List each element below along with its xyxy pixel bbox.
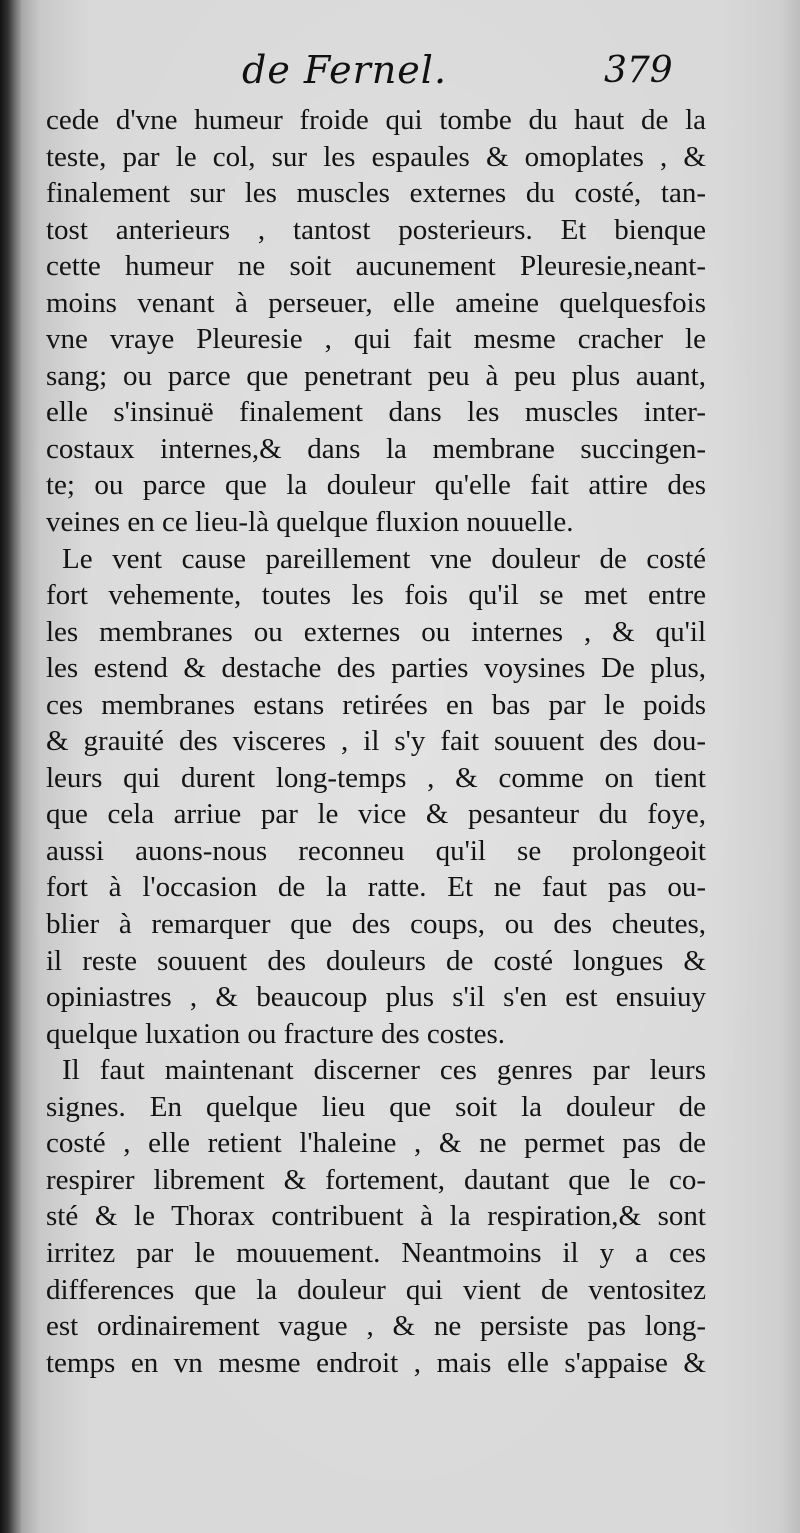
text-line: & grauité des visceres , il s'y fait souuent des dou- [46,725,706,758]
text-line: cette humeur ne soit aucunement Pleuresie,neant- [46,250,706,283]
text-line: que cela arriue par le vice & pesanteur du foye, [46,798,706,831]
text-line: aussi auons-nous reconneu qu'il se prolongeoit [46,834,706,867]
text-line: Le vent cause pareillement vne douleur de costé [62,542,706,575]
text-line: costaux internes,& dans la membrane succingen- [46,432,706,465]
text-line: leurs qui durent long-temps , & comme on tient [46,761,706,794]
text-line: sang; ou parce que penetrant peu à peu plus auant, [46,359,706,392]
text-line: moins venant à perseuer, elle ameine quelquesfois [46,286,706,319]
text-line: les membranes ou externes ou internes , & qu'il [46,615,706,648]
text-line: te; ou parce que la douleur qu'elle fait attire des [46,469,706,502]
text-line: vne vraye Pleuresie , qui fait mesme cracher le [46,323,706,356]
text-line: ces membranes estans retirées en bas par le poids [46,688,706,721]
text-line: tost anterieurs , tantost posterieurs. Et bienque [46,213,706,246]
text-line: costé , elle retient l'haleine , & ne permet pas de [46,1127,706,1160]
text-line: respirer librement & fortement, dautant que le co- [46,1163,706,1196]
text-line: Il faut maintenant discerner ces genres par leurs [62,1054,706,1087]
text-line: fort vehemente, toutes les fois qu'il se met entre [46,579,706,612]
running-title: de Fernel. [242,48,448,92]
text-line: est ordinairement vague , & ne persiste pas long- [46,1310,706,1343]
text-line: quelque luxation ou fracture des costes. [46,1017,506,1050]
text-line: elle s'insinuë finalement dans les muscles inter- [46,396,706,429]
text-line: sté & le Thorax contribuent à la respiration,& sont [46,1200,706,1233]
text-line: les estend & destache des parties voysines De plus, [46,652,706,685]
body-text [46,102,706,1381]
page-number: 379 [604,50,673,91]
page-header [0,48,800,98]
text-line: finalement sur les muscles externes du costé, tan- [46,177,706,210]
text-line: temps en vn mesme endroit , mais elle s'appaise & [46,1346,706,1379]
text-line: irritez par le mouuement. Neantmoins il y a ces [46,1236,706,1269]
text-line: signes. En quelque lieu que soit la douleur de [46,1090,706,1123]
text-line: differences que la douleur qui vient de ventositez [46,1273,706,1306]
text-line: fort à l'occasion de la ratte. Et ne faut pas ou- [46,871,706,904]
text-line: cede d'vne humeur froide qui tombe du haut de la [46,104,706,136]
text-line: il reste souuent des douleurs de costé longues & [46,944,706,977]
page-gutter-shadow [0,0,22,1533]
text-line: opiniastres , & beaucoup plus s'il s'en est ensuiuy [46,981,706,1014]
text-line: veines en ce lieu-là quelque fluxion nouuelle. [46,506,574,539]
text-line: blier à remarquer que des coups, ou des cheutes, [46,908,706,941]
text-line: teste, par le col, sur les espaules & omoplates , & [46,140,706,173]
